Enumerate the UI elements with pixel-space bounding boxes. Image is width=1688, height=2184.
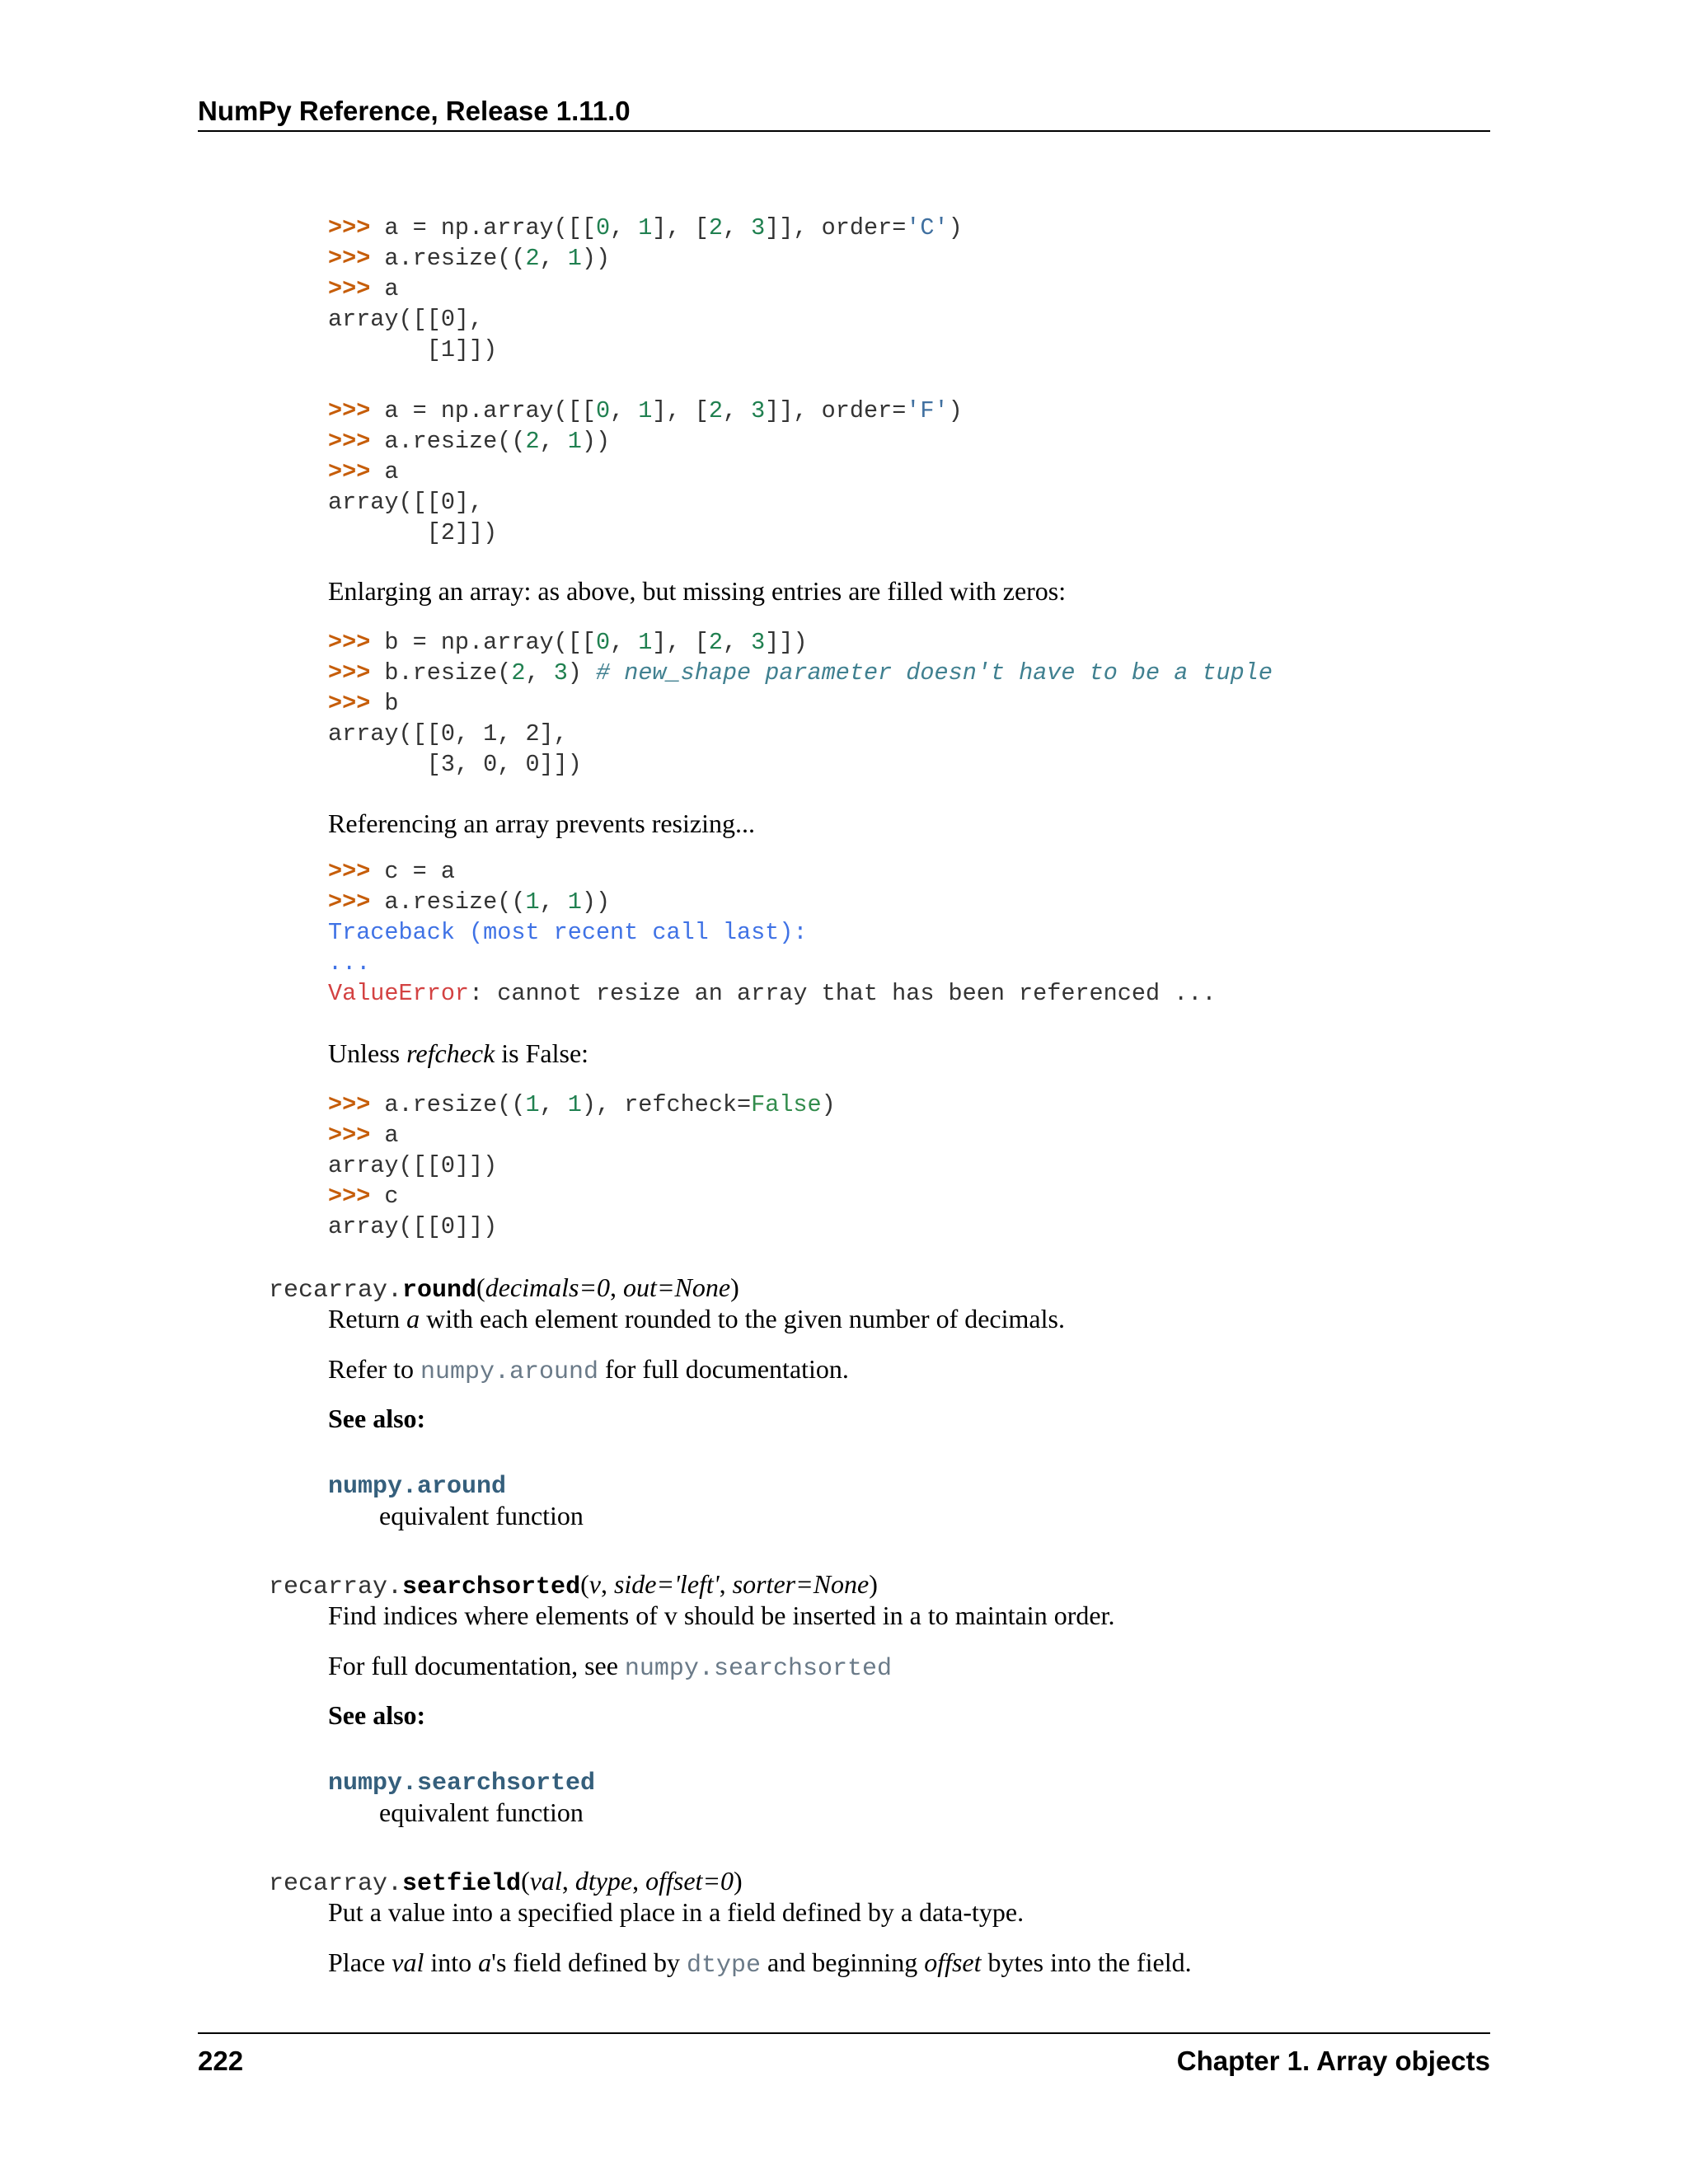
method-signature-searchsorted: recarray.searchsorted(v, side='left', sorter=None) [269, 1569, 878, 1601]
round-refer: Refer to numpy.around for full documentation. [328, 1354, 849, 1386]
running-footer [198, 2032, 1490, 2080]
searchsorted-refer: For full documentation, see numpy.searchsorted [328, 1651, 892, 1683]
method-signature-setfield: recarray.setfield(val, dtype, offset=0) [269, 1866, 743, 1898]
seealso-link-numpy-around[interactable]: numpy.around [328, 1473, 507, 1501]
code-block-enlarge: >>> b = np.array([[0, 1], [2, 3]]) >>> b.resize(2, 3) # new_shape parameter doesn't have to be a tuple >>> b array([[0, 1, 2], [3, 0, 0]]) [328, 629, 1273, 778]
searchsorted-see-also-link [328, 1764, 595, 1800]
page-number: 222 [198, 2046, 244, 2076]
text-referencing: Referencing an array prevents resizing... [328, 808, 755, 838]
code-block-refcheck: >>> a.resize((1, 1), refcheck=False) >>> a array([[0]]) >>> c array([[0]]) [328, 1091, 836, 1240]
searchsorted-see-also-heading: See also: [328, 1700, 426, 1730]
link-dtype[interactable]: dtype [686, 1952, 761, 1980]
setfield-place: Place val into a's field defined by dtype and beginning offset bytes into the field. [328, 1947, 1192, 1980]
text-enlarging: Enlarging an array: as above, but missing entries are filled with zeros: [328, 576, 1067, 606]
round-see-also-heading: See also: [328, 1404, 426, 1433]
code-block-referencing: >>> c = a >>> a.resize((1, 1)) Traceback (most recent call last): ... ValueError: cannot resize an array that has been referenced ... [328, 858, 1217, 1007]
code-block-resize-order: >>> a = np.array([[0, 1], [2, 3]], order='C') >>> a.resize((2, 1)) >>> a array([[0], [1]]) >>> a = np.array([[0, 1], [2, 3]], order='F') >>> a.resize((2, 1)) >>> a array([[0], [2]]) [328, 214, 963, 546]
setfield-description: Put a value into a specified place in a field defined by a data-type. [328, 1897, 1025, 1927]
round-see-also-link [328, 1467, 506, 1503]
round-see-also-desc: equivalent function [379, 1501, 584, 1530]
link-numpy-around[interactable]: numpy.around [420, 1358, 598, 1386]
seealso-link-numpy-searchsorted[interactable]: numpy.searchsorted [328, 1769, 596, 1797]
running-header [198, 92, 1490, 132]
link-numpy-searchsorted[interactable]: numpy.searchsorted [624, 1655, 892, 1683]
method-signature-round: recarray.round(decimals=0, out=None) [269, 1272, 739, 1305]
searchsorted-see-also-desc: equivalent function [379, 1797, 584, 1827]
text-unless: Unless refcheck is False: [328, 1038, 589, 1068]
searchsorted-description: Find indices where elements of v should be inserted in a to maintain order. [328, 1601, 1115, 1630]
round-description: Return a with each element rounded to the given number of decimals. [328, 1304, 1065, 1333]
chapter-title: Chapter 1. Array objects [1176, 2046, 1490, 2076]
header-title: NumPy Reference, Release 1.11.0 [198, 96, 631, 126]
